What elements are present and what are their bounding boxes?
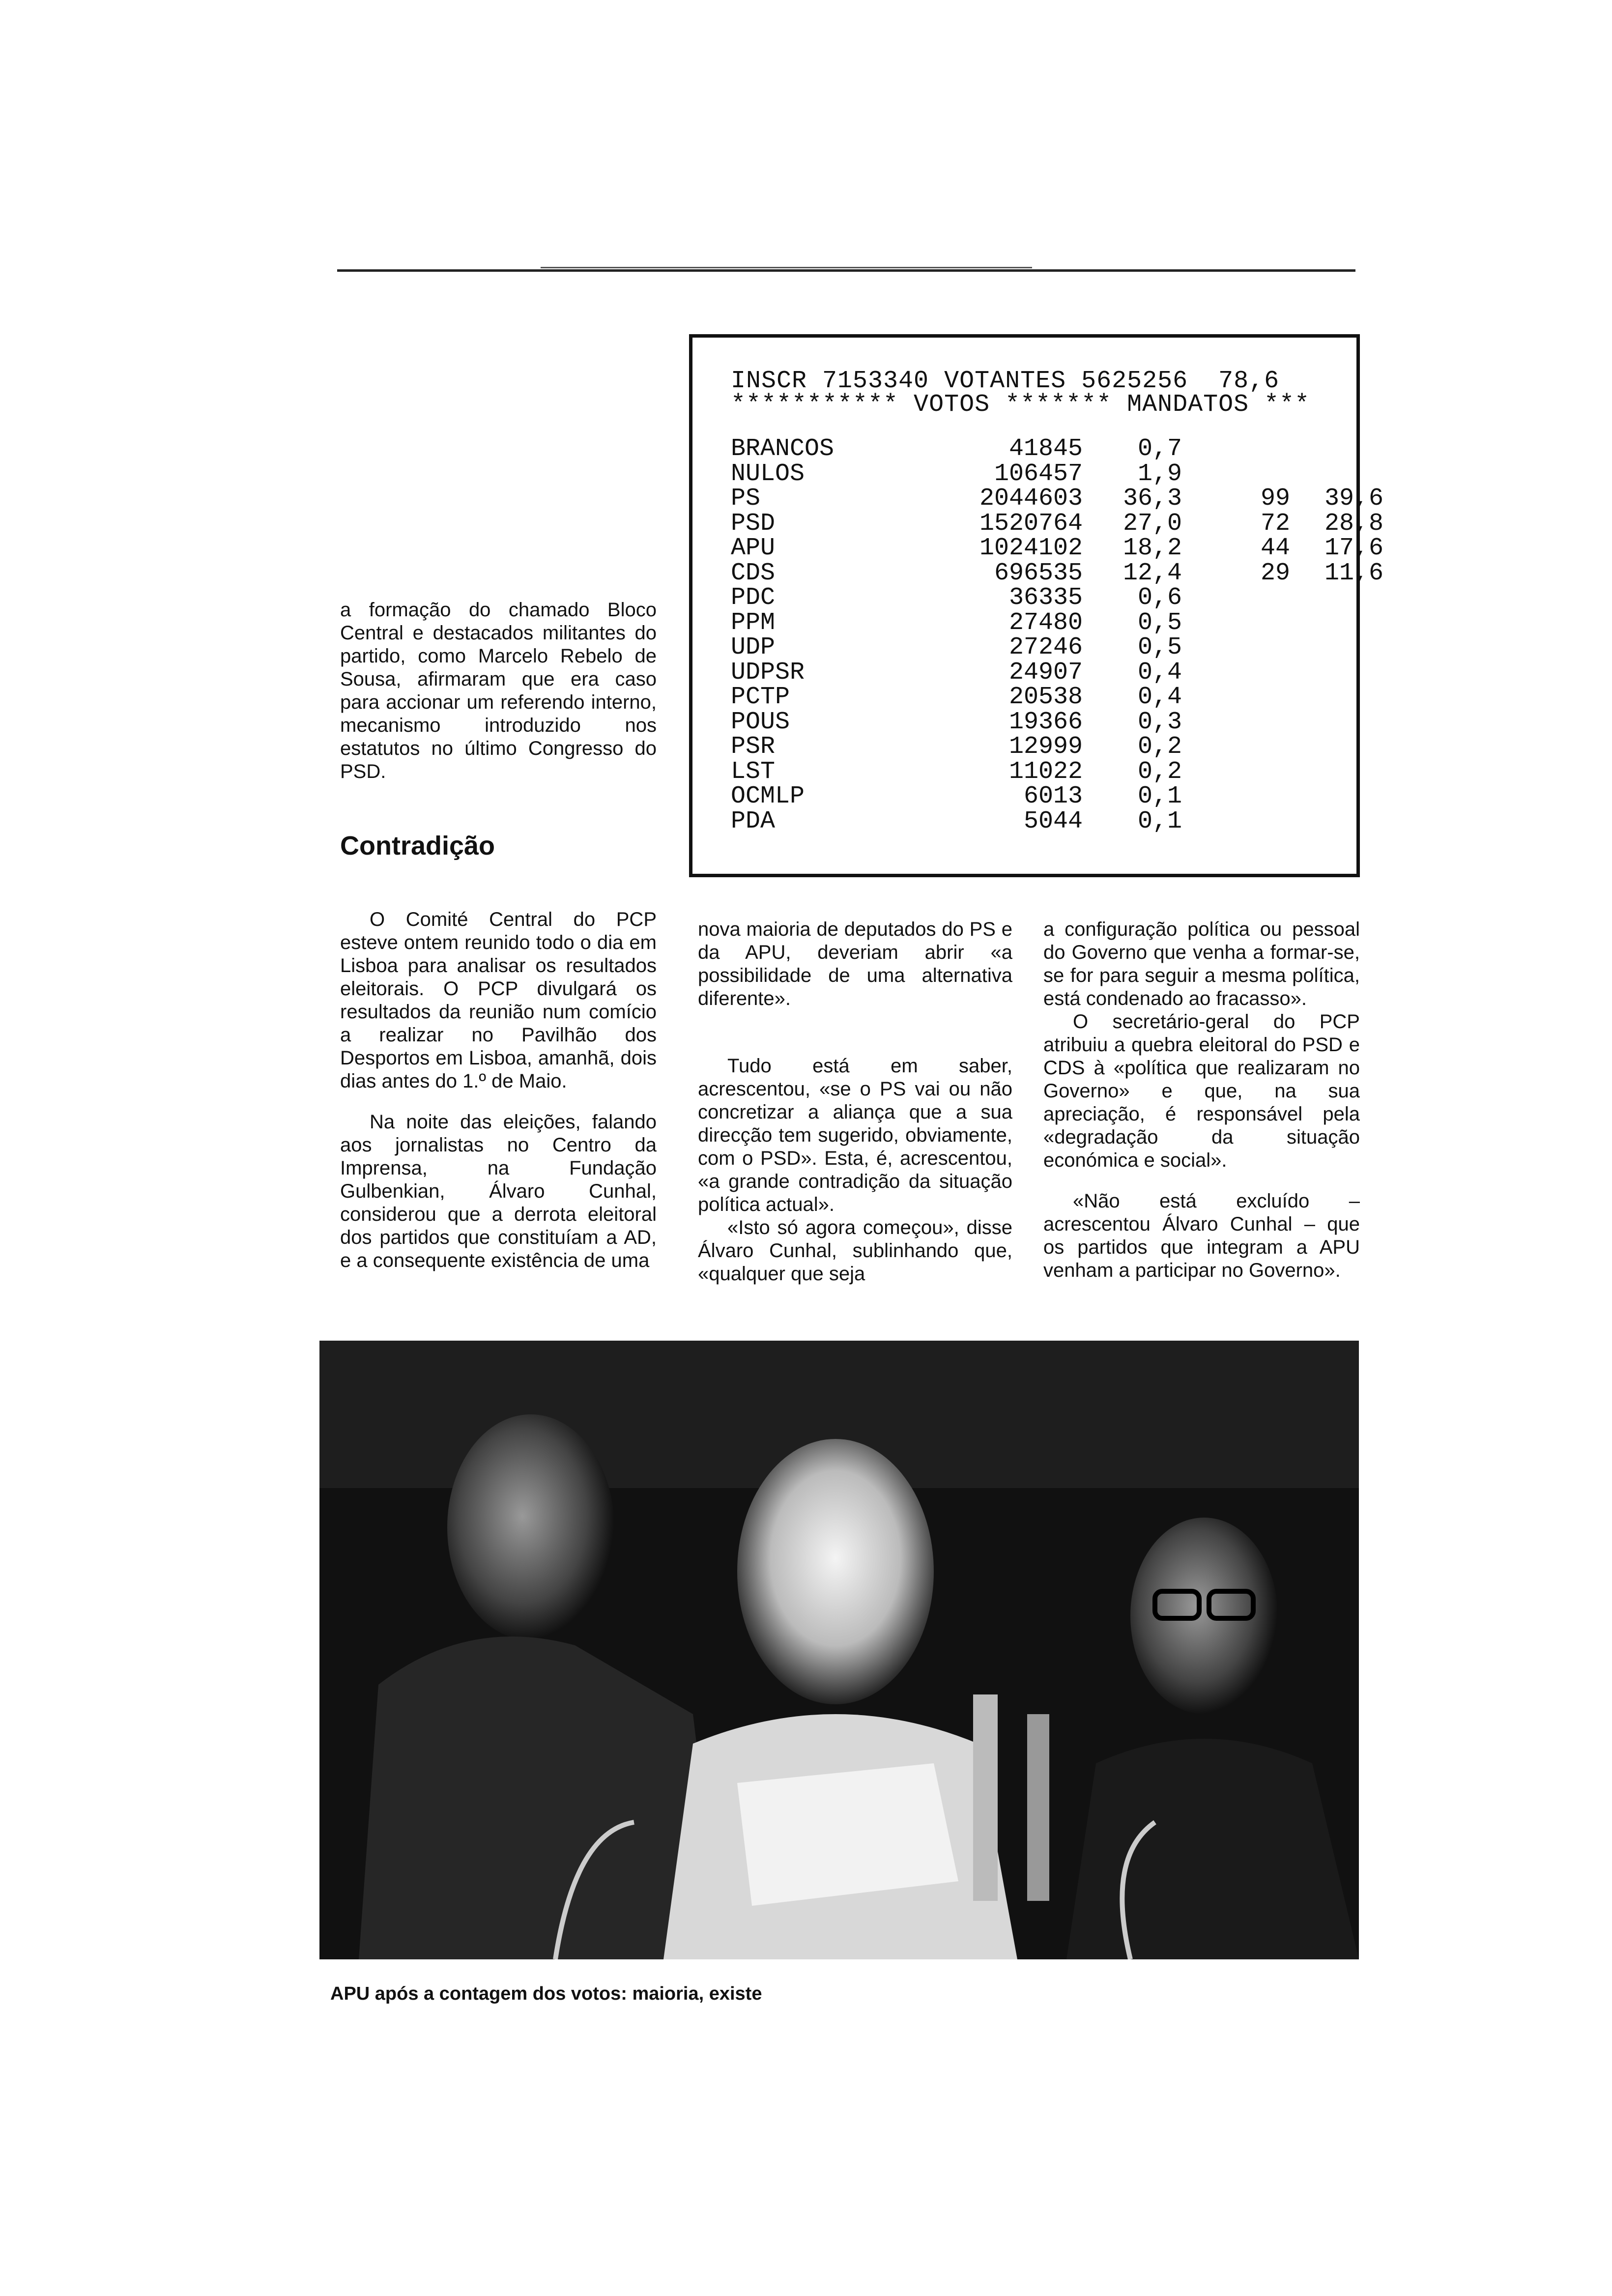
bottle <box>973 1694 998 1901</box>
paragraph: Tudo está em saber, acrescentou, «se o PS vai ou não concretizar a aliança que a sua direcção tem sugerido, obviamente, com o PSD». Esta, é, acrescentou, «a grande contradição da situação política actual». <box>698 1055 1012 1215</box>
vote-count: 2044603 <box>979 485 1083 513</box>
party-name: PSR <box>731 733 776 761</box>
paragraph: a formação do chamado Bloco Central e destacados militantes do partido, como Marcelo Rebelo de Sousa, afirmaram que era caso para accionar um referendo interno, mecanismo introduzido nos estatutos no último Congresso do PSD. <box>340 599 657 782</box>
party-name: PS <box>731 485 761 513</box>
vote-percent: 12,4 <box>1123 559 1182 587</box>
vote-count: 5044 <box>1023 807 1083 835</box>
person-right-head <box>1130 1518 1278 1714</box>
vote-percent: 0,5 <box>1137 608 1182 637</box>
vote-count: 1520764 <box>979 509 1083 538</box>
article-column-2 <box>698 918 1012 1286</box>
paragraph: nova maioria de deputados do PS e da APU, deveriam abrir «a possibilidade de uma alternativa diferente». <box>698 918 1012 1009</box>
party-name: PPM <box>731 608 776 637</box>
paragraph: «Isto só agora começou», disse Álvaro Cunhal, sublinhando que, «qualquer que seja <box>698 1217 1012 1285</box>
results-header-totals: INSCR 7153340 VOTANTES 5625256 78,6 <box>731 367 1280 395</box>
section-heading: Contradição <box>340 831 495 861</box>
seat-count: 99 <box>1260 485 1290 513</box>
vote-percent: 1,9 <box>1137 459 1182 488</box>
vote-count: 27246 <box>1008 633 1083 661</box>
results-header-columns: *********** VOTOS ******* MANDATOS *** <box>731 391 1310 419</box>
vote-count: 106457 <box>994 459 1083 488</box>
party-name: POUS <box>731 708 790 736</box>
vote-count: 27480 <box>1008 608 1083 637</box>
person-left-head <box>447 1414 614 1640</box>
paragraph: a configuração política ou pessoal do Governo que venha a formar-se, se for para seguir a mesma política, está condenado ao fracasso». <box>1043 918 1360 1009</box>
vote-percent: 0,1 <box>1137 807 1182 835</box>
paragraph: O secretário-geral do PCP atribuiu a quebra eleitoral do PSD e CDS à «política que realizaram no Governo» e que, na sua apreciação, é responsável pela «degradação da situação económica e social». <box>1043 1011 1360 1171</box>
article-column-3 <box>1043 918 1360 1282</box>
vote-count: 11022 <box>1008 757 1083 786</box>
vote-percent: 0,6 <box>1137 584 1182 612</box>
seat-percent: 17,6 <box>1324 534 1383 562</box>
paragraph: O Comité Central do PCP esteve ontem reunido todo o dia em Lisboa para analisar os resultados eleitorais. O PCP divulgará os resultados da reunião num comício a realizar no Pavilhão dos Desportos em Lisboa, amanhã, dois dias antes do 1.º de Maio. <box>340 909 657 1092</box>
vote-percent: 0,4 <box>1137 683 1182 711</box>
vote-percent: 36,3 <box>1123 485 1182 513</box>
vote-percent: 27,0 <box>1123 509 1182 538</box>
seat-percent: 28,8 <box>1324 509 1383 538</box>
vote-percent: 0,4 <box>1137 658 1182 687</box>
vote-percent: 0,1 <box>1137 782 1182 810</box>
party-name: NULOS <box>731 459 805 488</box>
press-photo <box>319 1341 1359 1959</box>
party-name: UDPSR <box>731 658 805 687</box>
party-name: LST <box>731 757 776 786</box>
seat-percent: 11,6 <box>1324 559 1383 587</box>
photo-caption: APU após a contagem dos votos: maioria, existe <box>330 1983 762 2004</box>
vote-count: 19366 <box>1008 708 1083 736</box>
press-photo-image <box>319 1341 1359 1959</box>
vote-count: 696535 <box>994 559 1083 587</box>
vote-percent: 0,5 <box>1137 633 1182 661</box>
seat-count: 44 <box>1260 534 1290 562</box>
party-name: OCMLP <box>731 782 805 810</box>
vote-count: 20538 <box>1008 683 1083 711</box>
vote-count: 24907 <box>1008 658 1083 687</box>
vote-count: 36335 <box>1008 584 1083 612</box>
vote-count: 41845 <box>1008 435 1083 463</box>
party-name: UDP <box>731 633 776 661</box>
party-name: PCTP <box>731 683 790 711</box>
party-name: PDC <box>731 584 776 612</box>
papers <box>737 1763 958 1906</box>
article-column-1 <box>340 908 657 1272</box>
vote-percent: 0,7 <box>1137 435 1182 463</box>
party-name: PDA <box>731 807 776 835</box>
vote-percent: 0,3 <box>1137 708 1182 736</box>
vote-percent: 18,2 <box>1123 534 1182 562</box>
paragraph: Na noite das eleições, falando aos jornalistas no Centro da Imprensa, na Fundação Gulbenkian, Álvaro Cunhal, considerou que a derrota eleitoral dos partidos que constituíam a AD, e a consequente existência de uma <box>340 1111 657 1271</box>
person-center-head <box>737 1439 934 1704</box>
vote-count: 12999 <box>1008 733 1083 761</box>
bottle <box>1027 1714 1049 1901</box>
vote-percent: 0,2 <box>1137 757 1182 786</box>
party-name: CDS <box>731 559 776 587</box>
article-column-1-intro <box>340 599 657 783</box>
paragraph: «Não está excluído – acrescentou Álvaro Cunhal – que os partidos que integram a APU venham a participar no Governo». <box>1043 1190 1360 1281</box>
top-rule-thin <box>541 267 1032 268</box>
vote-percent: 0,2 <box>1137 733 1182 761</box>
seat-count: 72 <box>1260 509 1290 538</box>
vote-count: 1024102 <box>979 534 1083 562</box>
party-name: PSD <box>731 509 776 538</box>
top-rule <box>337 269 1355 272</box>
election-results-table <box>689 334 1383 877</box>
seat-count: 29 <box>1260 559 1290 587</box>
vote-count: 6013 <box>1023 782 1083 810</box>
party-name: BRANCOS <box>731 435 835 463</box>
seat-percent: 39,6 <box>1324 485 1383 513</box>
party-name: APU <box>731 534 776 562</box>
